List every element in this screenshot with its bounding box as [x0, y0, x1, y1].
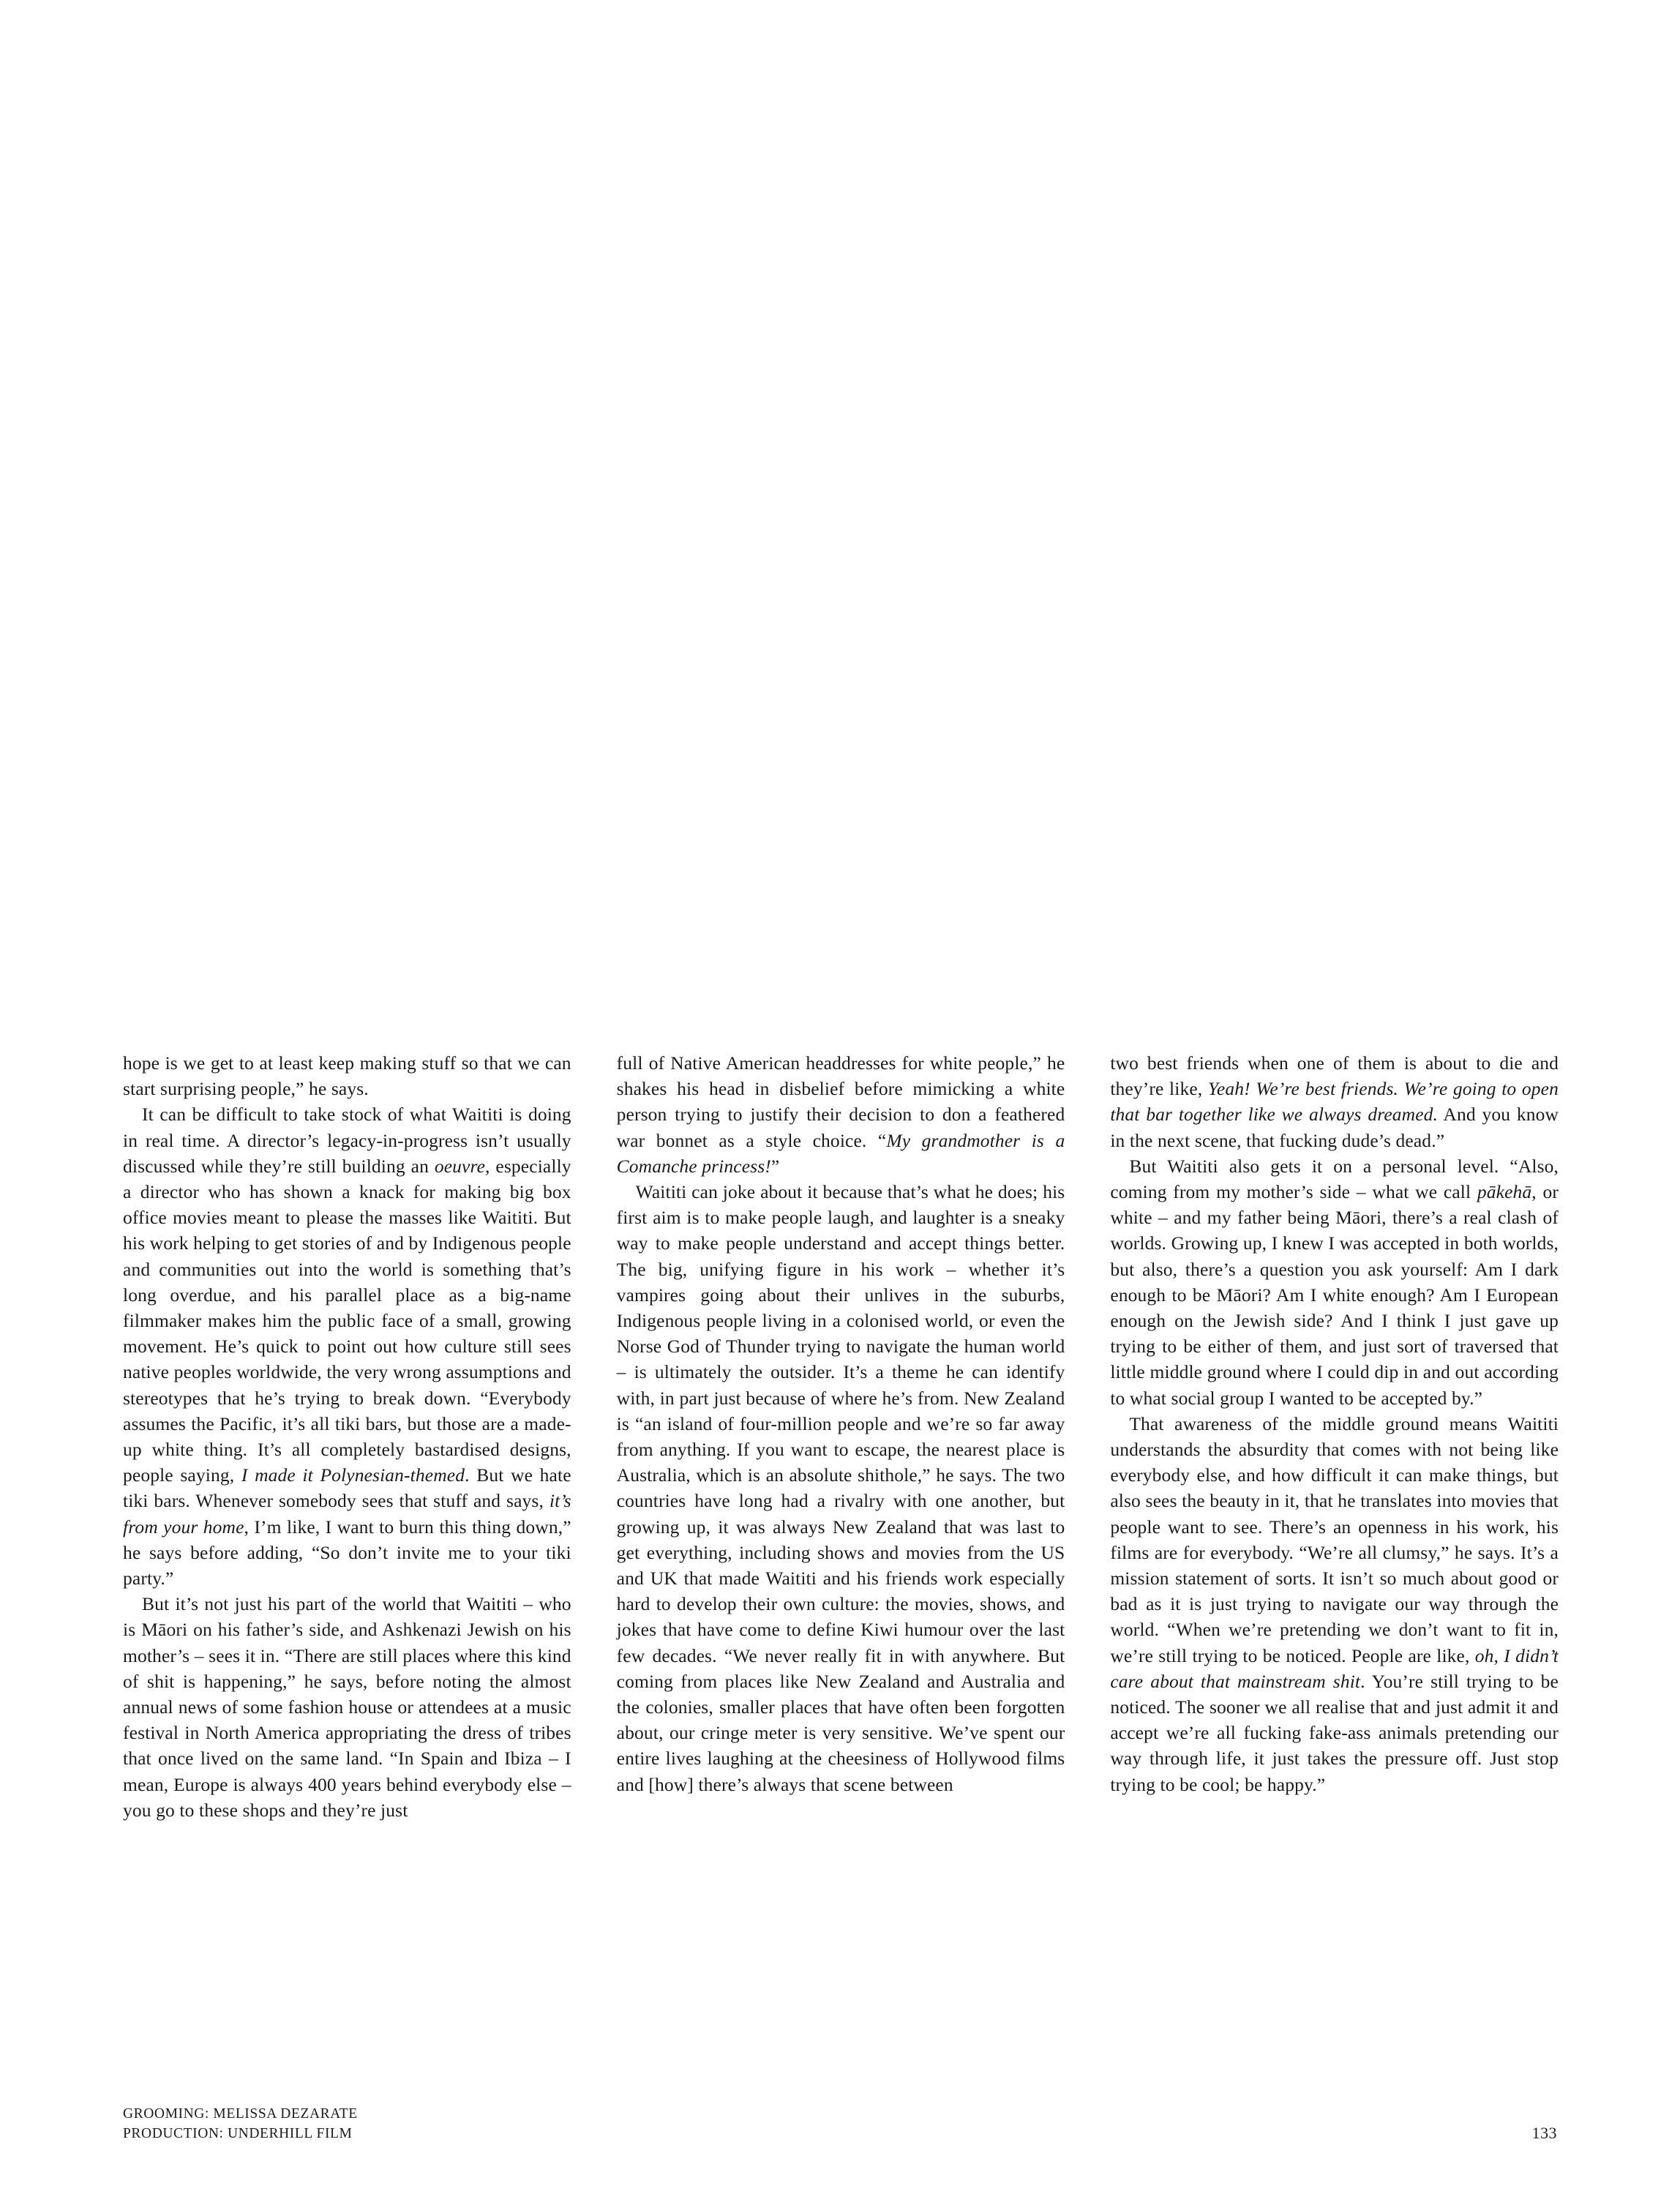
credit-production: PRODUCTION: UNDERHILL FILM: [123, 2125, 353, 2141]
credits-block: [123, 2105, 358, 2144]
article-column-2: [617, 1050, 1065, 1823]
paragraph: But it’s not just his part of the world that Waititi – who is Māori on his father’s side, and Ashkenazi Jewish on his mother’s – sees it in. “There are still places where this kind of shit is happening,” he says, before noting the almost annual news of some fashion house or attendees at a music festival in North America appropriating the dress of tribes that once lived on the same land. “In Spain and Ibiza – I mean, Europe is always 400 years behind everybody else – you go to these shops and they’re just: [123, 1593, 571, 1821]
paragraph: hope is we get to at least keep making stuff so that we can start surprising people,” he says.: [123, 1052, 571, 1100]
article-body: [123, 1050, 1559, 1823]
paragraph: But Waititi also gets it on a personal level. “Also, coming from my mother’s side – what we call pākehā, or white – and my father being Māori, there’s a real clash of worlds. Growing up, I knew I was accepted in both worlds, but also, there’s a question you ask yourself: Am I dark enough to be Māori? Am I white enough? Am I European enough on the Jewish side? And I think I just gave up trying to be either of them, and just sort of traversed that little middle ground where I could dip in and out according to what social group I wanted to be accepted by.”: [1110, 1155, 1559, 1409]
paragraph: two best friends when one of them is about to die and they’re like, Yeah! We’re best friends. We’re going to open that bar together like we always dreamed. And you know in the next scene, that fucking dude’s dead.”: [1110, 1052, 1559, 1151]
paragraph: full of Native American headdresses for white people,” he shakes his head in disbelief before mimicking a white person trying to justify their decision to don a feathered war bonnet as a style choice. “My grandmother is a Comanche princess!”: [616, 1052, 1065, 1177]
article-column-1: [123, 1050, 571, 1823]
article-column-3: [1110, 1050, 1559, 1823]
paragraph: It can be difficult to take stock of what Waititi is doing in real time. A director’s legacy-in-progress isn’t usually discussed while they’re still building an oeuvre, especially a director who has shown a knack for making big box office movies meant to please the masses like Waititi. But his work helping to get stories of and by Indigenous people and communities out into the world is something that’s long overdue, and his parallel place as a big-name filmmaker makes him the public face of a small, growing movement. He’s quick to point out how culture still sees native peoples worldwide, the very wrong assumptions and stereotypes that he’s trying to break down. “Everybody assumes the Pacific, it’s all tiki bars, but those are a made-up white thing. It’s all completely bastardised designs, people saying, I made it Polynesian-themed. But we hate tiki bars. Whenever somebody sees that stuff and says, it’s from your home, I’m like, I want to burn this thing down,” he says before adding, “So don’t invite me to your tiki party.”: [123, 1104, 571, 1590]
paragraph: Waititi can joke about it because that’s what he does; his first aim is to make people laugh, and laughter is a sneaky way to make people understand and accept things better. The big, unifying figure in his work – whether it’s vampires going about their unlives in the suburbs, Indigenous people living in a colonised world, or even the Norse God of Thunder trying to navigate the human world – is ultimately the outsider. It’s a theme he can identify with, in part just because of where he’s from. New Zealand is “an island of four-million people and we’re so far away from anything. If you want to escape, the nearest place is Australia, which is an absolute shithole,” he says. The two countries have long had a rivalry with one another, but growing up, it was always New Zealand that was last to get everything, including shows and movies from the US and UK that made Waititi and his friends work especially hard to develop their own culture: the movies, shows, and jokes that have come to define Kiwi humour over the last few decades. “We never really fit in with anywhere. But coming from places like New Zealand and Australia and the colonies, smaller places that have often been forgotten about, our cringe meter is very sensitive. We’ve spent our entire lives laughing at the cheesiness of Hollywood films and [how] there’s always that scene between: [616, 1181, 1065, 1795]
credit-grooming: GROOMING: MELISSA DEZARATE: [123, 2106, 358, 2122]
paragraph: That awareness of the middle ground means Waititi understands the absurdity that comes with not being like everybody else, and how difficult it can make things, but also sees the beauty in it, that he translates into movies that people want to see. There’s an openness in his work, his films are for everybody. “We’re all clumsy,” he says. It’s a mission statement of sorts. It isn’t so much about good or bad as it is just trying to navigate our way through the world. “When we’re pretending we don’t want to fit in, we’re still trying to be noticed. People are like, oh, I didn’t care about that mainstream shit. You’re still trying to be noticed. The sooner we all realise that and just admit it and accept we’re all fucking fake-ass animals pretending our way through life, it just takes the pressure off. Just stop trying to be cool; be happy.”: [1110, 1412, 1559, 1795]
page-number: 133: [1531, 2124, 1557, 2142]
